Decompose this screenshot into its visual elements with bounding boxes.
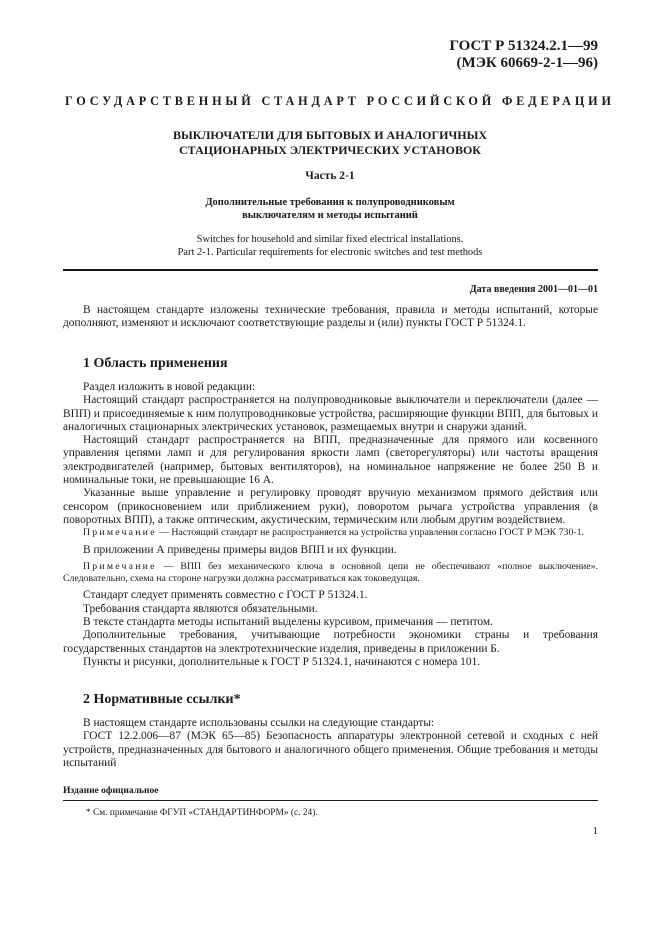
paragraph: В тексте стандарта методы испытаний выделены курсивом, примечания — петитом. (83, 616, 493, 629)
paragraph: Требования стандарта являются обязательными. (83, 602, 318, 615)
subtitle-line-2: выключателям и методы испытаний (242, 210, 418, 221)
section-2-body (63, 717, 598, 770)
paragraph: В приложении А приведены примеры видов ВПП и их функции. (83, 543, 397, 556)
paragraph: Стандарт следует применять совместно с ГОСТ Р 51324.1. (83, 589, 368, 602)
note-label: Примечание (83, 560, 157, 572)
introduction-date: Дата введения 2001—01—01 (469, 284, 598, 295)
paragraph: В настоящем стандарте использованы ссылки на следующие стандарты: (83, 717, 435, 729)
note-text: — Настоящий стандарт не распространяется на устройства управления согласно ГОСТ Р МЭК 730-1. (156, 527, 584, 539)
section-1-body (63, 381, 598, 669)
english-title (60, 233, 600, 259)
intro-paragraph (63, 304, 598, 331)
section-1-heading: 1 Область применения (83, 356, 228, 371)
paragraph: ГОСТ 12.2.006—87 (МЭК 65—85) Безопасность аппаратуры электронной сетевой и сходных с ней устройств, предназначенных для бытового и аналогичного общего применения. Общие требования и методы испытаний (63, 730, 598, 769)
title-divider (63, 269, 598, 271)
title-line-1: ВЫКЛЮЧАТЕЛИ ДЛЯ БЫТОВЫХ И АНАЛОГИЧНЫХ (172, 128, 488, 142)
note-text: — ВПП без механического ключа в основной цепи не обеспечивают «полное выключение». Следовательно, схема на стороне нагрузки должна рассматриваться как токоведущая. (63, 560, 598, 585)
note-2 (63, 561, 598, 586)
paragraph: Настоящий стандарт распространяется на ВПП, предназначенные для прямого или косвенного управления цепями ламп и для регулирования яркости ламп (светорегуляторы) или частоты вращения электродвигателей (например, бытовых вентиляторов), на номинальное напряжение не более 250 В и номинальные токи, не превышающие 16 А. (63, 434, 598, 487)
title-line-2: СТАЦИОНАРНЫХ ЭЛЕКТРИЧЕСКИХ УСТАНОВОК (179, 143, 481, 157)
page-number: 1 (592, 825, 598, 837)
paragraph: Дополнительные требования, учитывающие потребности экономики страны и требования государственных стандартов на электротехнические изделия, приведены в приложении Б. (63, 629, 598, 655)
paragraph: Указанные выше управление и регулировку проводят вручную механизмом прямого действия или сенсором (прикосновением или приближением руки), поворотом рычага устройства управления (в поворотных ВПП), а также оптическим, акустическим, термическим или любым другим воздействием. (63, 487, 598, 526)
footnote-divider (63, 800, 598, 801)
iec-number: (МЭК 60669-2-1—96) (456, 55, 598, 71)
official-edition-label: Издание официальное (63, 786, 159, 796)
subtitle-line-1: Дополнительные требования к полупроводниковым (205, 197, 455, 208)
intro-text: В настоящем стандарте изложены технические требования, правила и методы испытаний, которые дополняют, изменяют и исключают соответствующие разделы и (или) пункты ГОСТ Р 51324.1. (63, 304, 598, 330)
section-2-heading: 2 Нормативные ссылки* (83, 692, 241, 707)
paragraph: Настоящий стандарт распространяется на полупроводниковые выключатели и переключатели (далее — ВПП) и присоединяемые к ним полупроводниковые устройства, расширяющие функции ВПП, для бытовых и аналогичных стационарных электрических установок, размещаемых внутри и снаружи зданий. (63, 394, 598, 433)
state-standard-title: ГОСУДАРСТВЕННЫЙ СТАНДАРТ РОССИЙСКОЙ ФЕДЕРАЦИИ (65, 94, 615, 108)
english-title-line-1: Switches for household and similar fixed electrical installations. (196, 234, 464, 245)
part-label: Часть 2-1 (305, 170, 355, 182)
paragraph: Пункты и рисунки, дополнительные к ГОСТ Р 51324.1, начинаются с номера 101. (83, 655, 481, 668)
paragraph: Раздел изложить в новой редакции: (83, 381, 256, 393)
document-subtitle (60, 196, 600, 222)
note-label: Примечание (83, 527, 157, 539)
gost-number: ГОСТ Р 51324.2.1—99 (449, 38, 598, 54)
note-1 (63, 527, 598, 539)
document-title (60, 128, 600, 158)
footnote: * См. примечание ФГУП «СТАНДАРТИНФОРМ» (с. 24). (86, 808, 318, 818)
english-title-line-2: Part 2-1. Particular requirements for electronic switches and test methods (177, 247, 483, 258)
